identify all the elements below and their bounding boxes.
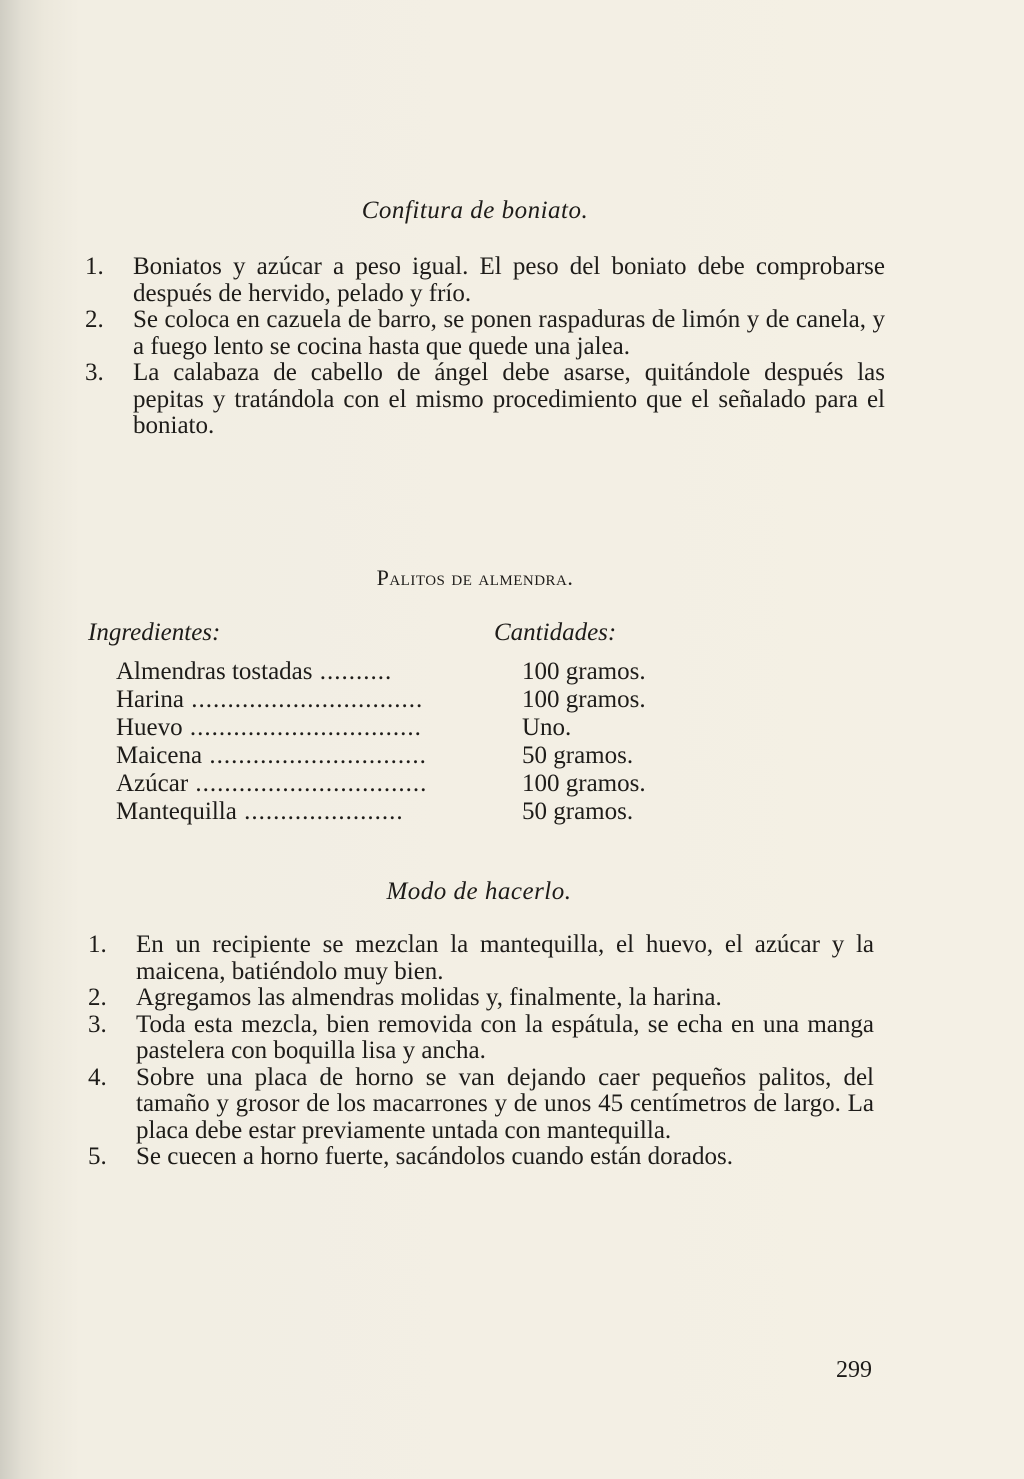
ingredient-quantity: 100 gramos. (522, 658, 646, 685)
ingredient-quantity: 50 gramos. (522, 742, 634, 769)
dot-leader: .............................. (202, 742, 427, 769)
dot-leader: ................................ (188, 770, 428, 797)
list-item (88, 1012, 874, 1065)
table-row (116, 714, 646, 742)
table-row (116, 742, 646, 770)
step-number: 2. (85, 306, 104, 333)
list-item (88, 1144, 874, 1171)
ingredient-quantity: Uno. (522, 714, 572, 741)
table-row (116, 686, 646, 714)
list-item (85, 254, 885, 307)
ingredient-name: Mantequilla (116, 798, 237, 825)
ingredients-heading: Ingredientes: (88, 619, 221, 646)
ingredient-quantity: 50 gramos. (522, 798, 634, 825)
recipe-title-palitos: Palitos de almendra. (376, 565, 574, 590)
confitura-steps (85, 254, 885, 440)
ingredient-name: Maicena (116, 742, 203, 769)
palitos-steps (88, 932, 874, 1171)
step-number: 1. (88, 931, 107, 958)
list-item (88, 1065, 874, 1145)
step-text: Toda esta mezcla, bien removida con la espátula, se echa en una manga pastelera con boquilla lisa y ancha. (136, 1010, 874, 1064)
step-text: Boniatos y azúcar a peso igual. El peso del boniato debe comprobarse después de hervido, pelado y frío. (133, 253, 885, 307)
step-text: Agregamos las almendras molidas y, finalmente, la harina. (136, 984, 722, 1011)
method-title: Modo de hacerlo. (386, 878, 572, 905)
dot-leader: ...................... (236, 798, 404, 825)
step-text: Sobre una placa de horno se van dejando caer pequeños palitos, del tamaño y grosor de los macarrones y de unos 45 centímetros de largo. La placa debe estar previamente untada con mantequilla. (136, 1063, 874, 1144)
list-item (88, 932, 874, 985)
step-text: En un recipiente se mezclan la mantequilla, el huevo, el azúcar y la maicena, batiéndolo muy bien. (136, 931, 874, 985)
step-text: Se coloca en cazuela de barro, se ponen raspaduras de limón y de canela, y a fuego lento se cocina hasta que quede una jalea. (133, 306, 885, 360)
page-number: 299 (836, 1357, 872, 1383)
step-number: 2. (88, 984, 107, 1011)
quantities-heading: Cantidades: (494, 619, 617, 646)
dot-leader: .......... (312, 658, 393, 685)
ingredient-name: Almendras tostadas (116, 658, 313, 685)
ingredient-quantity: 100 gramos. (522, 770, 646, 797)
step-text: Se cuecen a horno fuerte, sacándolos cuando están dorados. (136, 1143, 733, 1170)
list-item (85, 307, 885, 360)
list-item (88, 985, 874, 1012)
dot-leader: ................................ (184, 686, 424, 713)
ingredient-name: Huevo (116, 714, 183, 741)
list-item (85, 360, 885, 440)
table-row (116, 658, 646, 686)
step-text: La calabaza de cabello de ángel debe asarse, quitándole después las pepitas y tratándola con el mismo procedimiento que el señalado para el boniato. (133, 359, 885, 439)
ingredient-name: Harina (116, 686, 185, 713)
ingredients-table (116, 658, 646, 826)
step-number: 4. (88, 1063, 107, 1091)
table-row (116, 798, 646, 826)
table-row (116, 770, 646, 798)
step-number: 5. (88, 1143, 107, 1170)
step-number: 3. (85, 359, 104, 386)
step-number: 3. (88, 1010, 107, 1038)
step-number: 1. (85, 253, 104, 280)
dot-leader: ................................ (182, 714, 422, 741)
ingredient-quantity: 100 gramos. (522, 686, 646, 713)
ingredient-name: Azúcar (116, 770, 189, 797)
recipe-title-confitura: Confitura de boniato. (361, 197, 589, 224)
